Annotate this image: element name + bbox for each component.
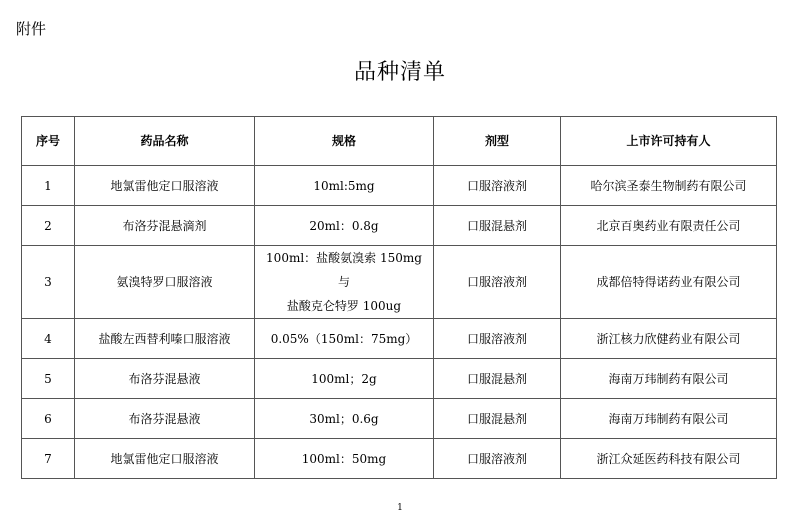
- header-serial-number: 序号: [22, 117, 75, 166]
- cell-drug-name: 地氯雷他定口服溶液: [75, 439, 255, 479]
- table-row: [22, 246, 777, 319]
- cell-dosage-form: 口服溶液剂: [434, 439, 561, 479]
- page-title: 品种清单: [353, 60, 446, 85]
- cell-license-holder: 浙江众延医药科技有限公司: [561, 439, 777, 479]
- cell-serial-number: 1: [22, 166, 75, 206]
- table-row: [22, 399, 777, 439]
- cell-drug-name: 布洛芬混悬滴剂: [75, 206, 255, 246]
- cell-serial-number: 5: [22, 359, 75, 399]
- header-dosage-form: 剂型: [434, 117, 561, 166]
- cell-dosage-form: 口服混悬剂: [434, 399, 561, 439]
- table-row: [22, 319, 777, 359]
- attachment-label: 附件: [16, 20, 47, 38]
- header-specification: 规格: [255, 117, 434, 166]
- specification-line: 盐酸克仑特罗 100ug: [286, 299, 402, 313]
- table-row: [22, 439, 777, 479]
- table-header-row: [22, 117, 777, 166]
- cell-serial-number: 2: [22, 206, 75, 246]
- header-license-holder: 上市许可持有人: [561, 117, 777, 166]
- cell-specification: 100ml：50mg: [255, 439, 434, 479]
- table-row: [22, 206, 777, 246]
- cell-specification: 10ml:5mg: [255, 166, 434, 206]
- cell-specification: 100ml；2g: [255, 359, 434, 399]
- cell-drug-name: 氨溴特罗口服溶液: [75, 246, 255, 319]
- cell-specification: 30ml；0.6g: [255, 399, 434, 439]
- varieties-table: [21, 116, 777, 479]
- cell-license-holder: 哈尔滨圣泰生物制药有限公司: [561, 166, 777, 206]
- cell-license-holder: 浙江核力欣健药业有限公司: [561, 319, 777, 359]
- table-row: [22, 359, 777, 399]
- cell-dosage-form: 口服溶液剂: [434, 246, 561, 319]
- cell-serial-number: 3: [22, 246, 75, 319]
- cell-serial-number: 7: [22, 439, 75, 479]
- cell-serial-number: 4: [22, 319, 75, 359]
- cell-serial-number: 6: [22, 399, 75, 439]
- cell-license-holder: 海南万玮制药有限公司: [561, 399, 777, 439]
- cell-specification: 20ml：0.8g: [255, 206, 434, 246]
- header-drug-name: 药品名称: [75, 117, 255, 166]
- cell-specification: [255, 246, 434, 319]
- cell-dosage-form: 口服混悬剂: [434, 359, 561, 399]
- cell-drug-name: 地氯雷他定口服溶液: [75, 166, 255, 206]
- cell-drug-name: 盐酸左西替利嗪口服溶液: [75, 319, 255, 359]
- cell-dosage-form: 口服溶液剂: [434, 319, 561, 359]
- cell-license-holder: 海南万玮制药有限公司: [561, 359, 777, 399]
- cell-license-holder: 北京百奥药业有限责任公司: [561, 206, 777, 246]
- cell-dosage-form: 口服溶液剂: [434, 166, 561, 206]
- page-number: 1: [397, 503, 403, 513]
- cell-specification: 0.05%（150ml：75mg）: [255, 319, 434, 359]
- table-row: [22, 166, 777, 206]
- cell-dosage-form: 口服混悬剂: [434, 206, 561, 246]
- cell-drug-name: 布洛芬混悬液: [75, 359, 255, 399]
- specification-line: 100ml：盐酸氨溴索 150mg 与: [266, 251, 422, 289]
- cell-license-holder: 成都倍特得诺药业有限公司: [561, 246, 777, 319]
- cell-drug-name: 布洛芬混悬液: [75, 399, 255, 439]
